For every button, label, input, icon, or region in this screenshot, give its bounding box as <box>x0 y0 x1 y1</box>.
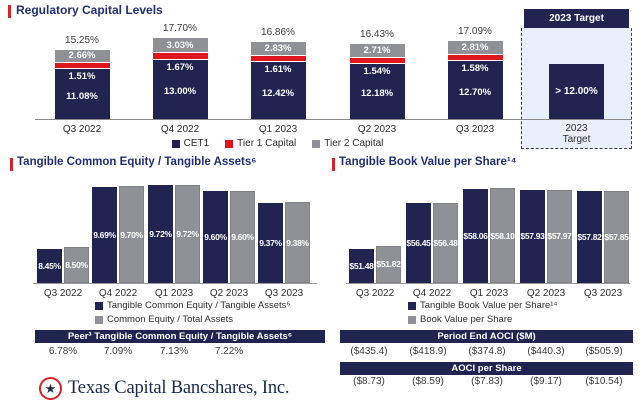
section-title-regulatory: Regulatory Capital Levels <box>16 3 163 17</box>
tier2-value-label: 3.03% <box>166 39 194 51</box>
bar-value-label: 9.60% <box>204 232 227 243</box>
legend-label: Tangible Book Value per Share¹⁴ <box>420 300 558 311</box>
bar-value-label: 9.38% <box>286 237 309 248</box>
table-value: ($9.17) <box>530 376 562 387</box>
aoci-table-header: Period End AOCI ($M) <box>340 330 633 343</box>
target-panel-header: 2023 Target <box>524 9 629 28</box>
total-value-label: 16.43% <box>360 29 394 41</box>
x-tick-label: Q4 2022 <box>160 124 200 135</box>
tier1-value-label: 1.58% <box>461 63 489 75</box>
legend-label: Common Equity / Total Assets <box>107 314 234 325</box>
legend-label: Book Value per Share <box>420 314 513 325</box>
legend-label: CET1 <box>183 138 210 149</box>
total-value-label: 16.86% <box>261 27 295 39</box>
bar-value-label: $57.97 <box>547 231 572 242</box>
target-x-label-line1: 2023 <box>565 123 588 134</box>
tier1-value-label: 1.61% <box>264 64 292 76</box>
bar-value-label: 8.45% <box>38 261 61 272</box>
bar-value-label: 9.72% <box>176 229 199 240</box>
bar-value-label: $57.82 <box>577 231 602 242</box>
x-tick-label: Q3 2023 <box>264 288 304 299</box>
table-value: ($374.8) <box>468 346 506 357</box>
bar-value-label: 9.37% <box>259 237 282 248</box>
bar-value-label: 9.69% <box>93 229 116 240</box>
x-tick-label: Q3 2022 <box>43 288 83 299</box>
target-bar-label: > 12.00% <box>555 86 598 97</box>
tier1-value-label: 1.51% <box>68 70 96 82</box>
cet1-value-label: 13.00% <box>163 86 197 98</box>
legend-label: Tangible Common Equity / Tangible Assets⁶ <box>107 300 291 311</box>
x-tick-label: Q1 2023 <box>469 288 509 299</box>
x-tick-label: Q2 2023 <box>209 288 249 299</box>
x-tick-label: Q3 2023 <box>455 124 495 135</box>
table-value: ($8.59) <box>412 376 444 387</box>
bar-value-label: 9.60% <box>231 232 254 243</box>
table-value: ($8.73) <box>353 376 385 387</box>
x-tick-label: Q4 2022 <box>98 288 138 299</box>
bar-value-label: 9.72% <box>149 229 172 240</box>
logo-text: Texas Capital Bancshares, Inc. <box>68 378 290 398</box>
cet1-value-label: 12.70% <box>458 87 492 99</box>
bar-value-label: 8.50% <box>65 259 88 270</box>
cet1-value-label: 11.08% <box>66 90 98 102</box>
bar-value-label: $57.93 <box>520 231 545 242</box>
table-value: 7.09% <box>103 346 133 357</box>
x-tick-label: Q2 2023 <box>526 288 566 299</box>
table-value: 7.22% <box>214 346 244 357</box>
x-tick-label: Q1 2023 <box>154 288 194 299</box>
bar-value-label: 9.70% <box>120 229 143 240</box>
bar-value-label: $58.06 <box>463 230 488 241</box>
tier1-value-label: 1.67% <box>166 61 194 73</box>
x-tick-label: Q3 2022 <box>355 288 395 299</box>
tier2-value-label: 2.83% <box>264 43 292 55</box>
legend-label: Tier 2 Capital <box>324 138 384 149</box>
total-value-label: 17.70% <box>163 23 197 35</box>
cet1-value-label: 12.18% <box>360 88 394 100</box>
logo <box>39 377 289 400</box>
star-circle-icon <box>39 377 62 400</box>
bar-value-label: $51.48 <box>349 260 374 271</box>
x-tick-label: Q3 2022 <box>62 124 102 135</box>
table-value: ($10.54) <box>585 376 623 387</box>
target-x-label-line2: Target <box>562 134 591 145</box>
bar-value-label: $56.45 <box>406 238 431 249</box>
bar-value-label: $58.10 <box>490 230 515 241</box>
section-title-tce: Tangible Common Equity / Tangible Assets⁶ <box>17 156 257 168</box>
table-value: 7.13% <box>159 346 189 357</box>
table-value: ($7.83) <box>471 376 503 387</box>
peer-tce-table-header: Peer³ Tangible Common Equity / Tangible Assets⁶ <box>35 330 325 343</box>
total-value-label: 17.09% <box>458 26 492 38</box>
table-value: 6.78% <box>48 346 78 357</box>
table-value: ($435.4) <box>350 346 388 357</box>
aoci-per-share-table-header: AOCI per Share <box>340 362 633 375</box>
total-value-label: 15.25% <box>65 34 99 46</box>
bar-value-label: $57.85 <box>604 231 629 242</box>
tier2-value-label: 2.81% <box>461 42 489 54</box>
tier2-value-label: 2.66% <box>68 50 96 62</box>
star-icon: ★ <box>44 380 57 396</box>
x-tick-label: Q1 2023 <box>258 124 298 135</box>
tier1-value-label: 1.54% <box>363 65 391 77</box>
table-value: ($440.3) <box>527 346 565 357</box>
bar-value-label: $56.48 <box>433 238 458 249</box>
legend-label: Tier 1 Capital <box>237 138 297 149</box>
x-tick-label: Q4 2022 <box>412 288 452 299</box>
x-tick-label: Q3 2023 <box>583 288 623 299</box>
section-title-tbv: Tangible Book Value per Share¹⁴ <box>339 156 517 168</box>
tier2-value-label: 2.71% <box>363 44 391 56</box>
x-tick-label: Q2 2023 <box>357 124 397 135</box>
cet1-value-label: 12.42% <box>261 87 295 99</box>
bar-value-label: $51.82 <box>376 259 401 270</box>
table-value: ($418.9) <box>409 346 447 357</box>
table-value: ($505.9) <box>585 346 623 357</box>
